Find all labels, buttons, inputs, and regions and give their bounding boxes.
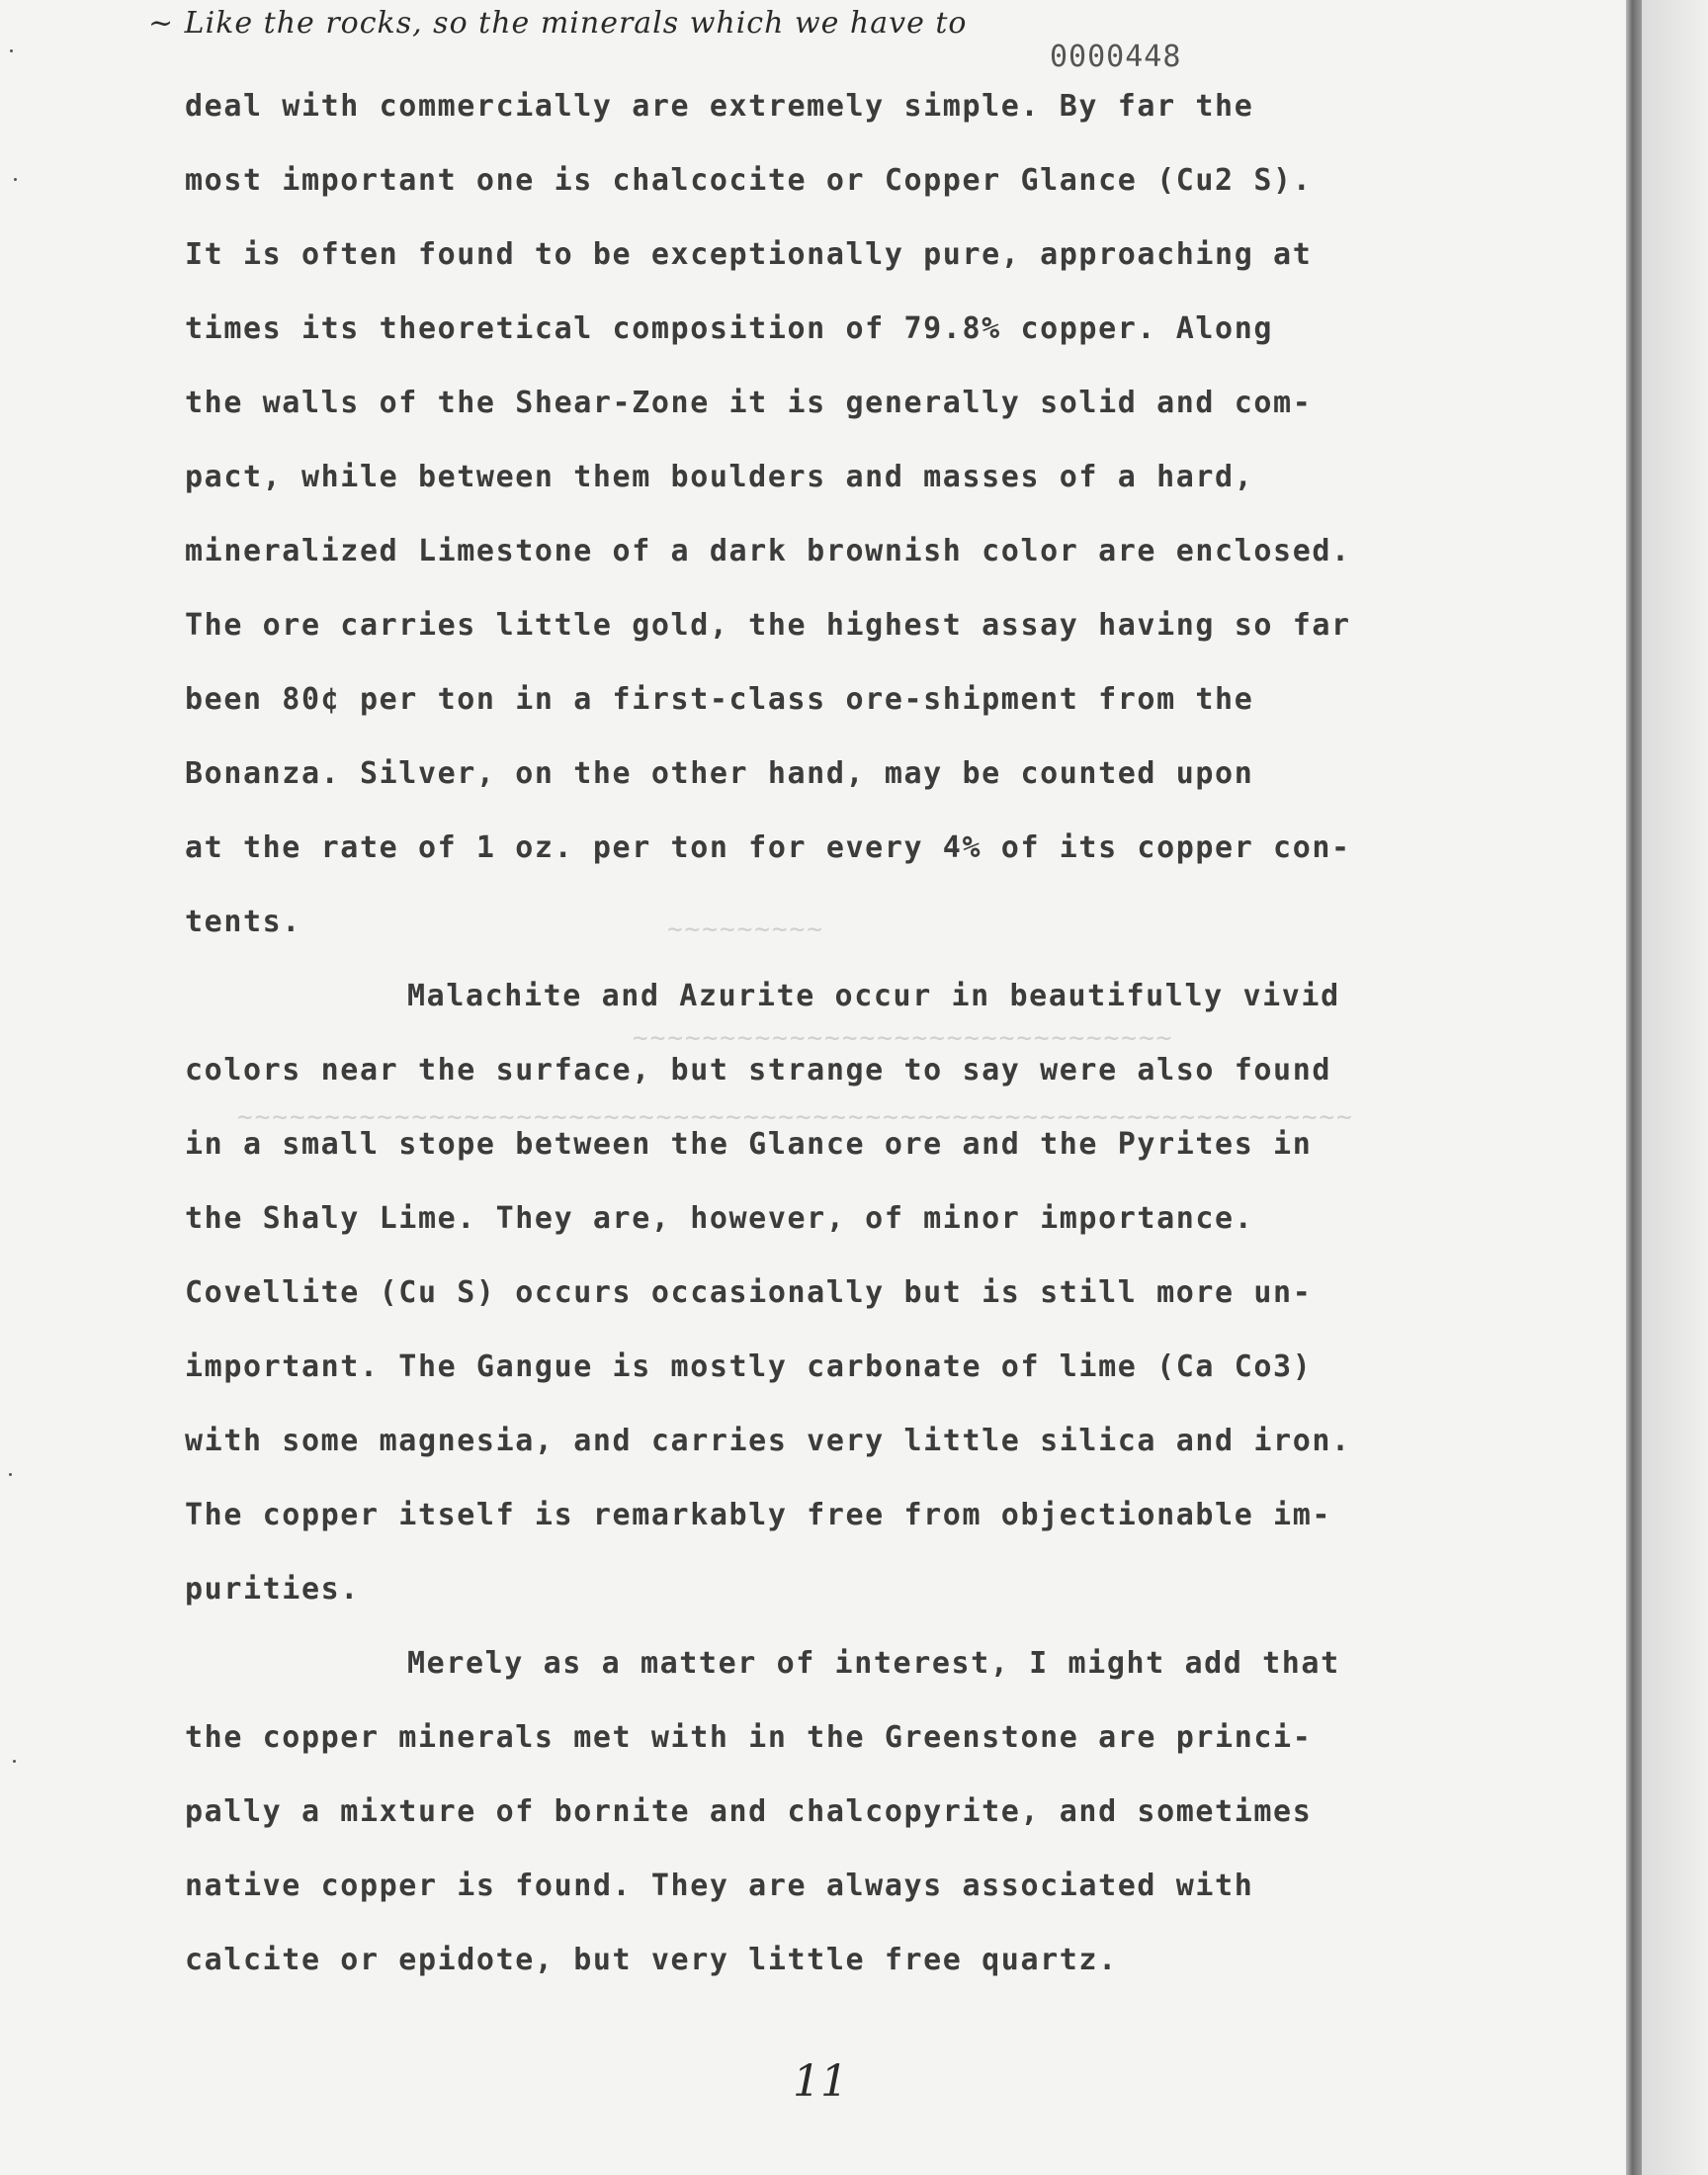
- speck: [13, 1760, 16, 1763]
- text-line: the walls of the Shear-Zone it is generally solid and com-: [185, 386, 1313, 420]
- text-line: at the rate of 1 oz. per ton for every 4% of its copper con-: [185, 830, 1351, 865]
- stamp-number: 0000448: [1050, 40, 1182, 74]
- bleed-through-mark: ~~~~~~~~~~~~~~~~~~~~~~~~~~~~~~~~~~~~~~~~~~~~~~~~~~~~~~~~~~~~~~~~: [237, 1102, 1354, 1132]
- text-line: the Shaly Lime. They are, however, of minor importance.: [185, 1201, 1254, 1236]
- text-line: pact, while between them boulders and masses of a hard,: [185, 460, 1254, 494]
- text-line: Bonanza. Silver, on the other hand, may be counted upon: [185, 756, 1254, 791]
- speck: [9, 1473, 12, 1476]
- text-line: native copper is found. They are always associated with: [185, 1869, 1254, 1903]
- text-line: the copper minerals met with in the Greenstone are princi-: [185, 1720, 1313, 1755]
- text-line: Covellite (Cu S) occurs occasionally but is still more un-: [185, 1275, 1313, 1310]
- text-line: most important one is chalcocite or Copper Glance (Cu2 S).: [185, 163, 1313, 198]
- handwritten-annotation: ~ Like the rocks, so the minerals which we have to: [148, 6, 968, 41]
- text-line: purities.: [185, 1572, 360, 1607]
- body-text: [185, 69, 1539, 1997]
- text-line: important. The Gangue is mostly carbonate of lime (Ca Co3): [185, 1349, 1313, 1384]
- paragraph-1: [185, 69, 1539, 959]
- text-line: been 80¢ per ton in a first-class ore-shipment from the: [185, 682, 1254, 717]
- text-line: The copper itself is remarkably free from objectionable im-: [185, 1498, 1332, 1532]
- speck: [10, 49, 13, 52]
- margin-specks: [8, 0, 20, 2175]
- text-line: Merely as a matter of interest, I might add that: [407, 1646, 1340, 1681]
- text-line: pally a mixture of bornite and chalcopyrite, and sometimes: [185, 1794, 1313, 1829]
- text-line: tents.: [185, 905, 301, 939]
- speck: [14, 178, 17, 181]
- text-line: times its theoretical composition of 79.8% copper. Along: [185, 311, 1274, 346]
- text-line: calcite or epidote, but very little free quartz.: [185, 1943, 1118, 1977]
- text-line: with some magnesia, and carries very little silica and iron.: [185, 1424, 1351, 1458]
- text-line: It is often found to be exceptionally pure, approaching at: [185, 237, 1313, 272]
- text-line: in a small stope between the Glance ore and the Pyrites in: [185, 1127, 1313, 1162]
- binding-edge: [1626, 0, 1642, 2175]
- page-number: 11: [793, 2056, 848, 2107]
- text-line: Malachite and Azurite occur in beautifully vivid: [407, 979, 1340, 1013]
- binding-shadow: [1642, 0, 1708, 2175]
- text-line: colors near the surface, but strange to say were also found: [185, 1053, 1332, 1088]
- text-line: mineralized Limestone of a dark brownish color are enclosed.: [185, 534, 1351, 568]
- bleed-through-mark: ~~~~~~~~~~~~~~~~~~~~~~~~~~~~~~~: [633, 1023, 1174, 1053]
- bleed-through-mark: ~~~~~~~~~: [667, 914, 824, 944]
- paragraph-2: [185, 959, 1539, 1626]
- text-line: deal with commercially are extremely simple. By far the: [185, 89, 1254, 124]
- text-line: The ore carries little gold, the highest assay having so far: [185, 608, 1351, 643]
- paragraph-3: [185, 1626, 1539, 1997]
